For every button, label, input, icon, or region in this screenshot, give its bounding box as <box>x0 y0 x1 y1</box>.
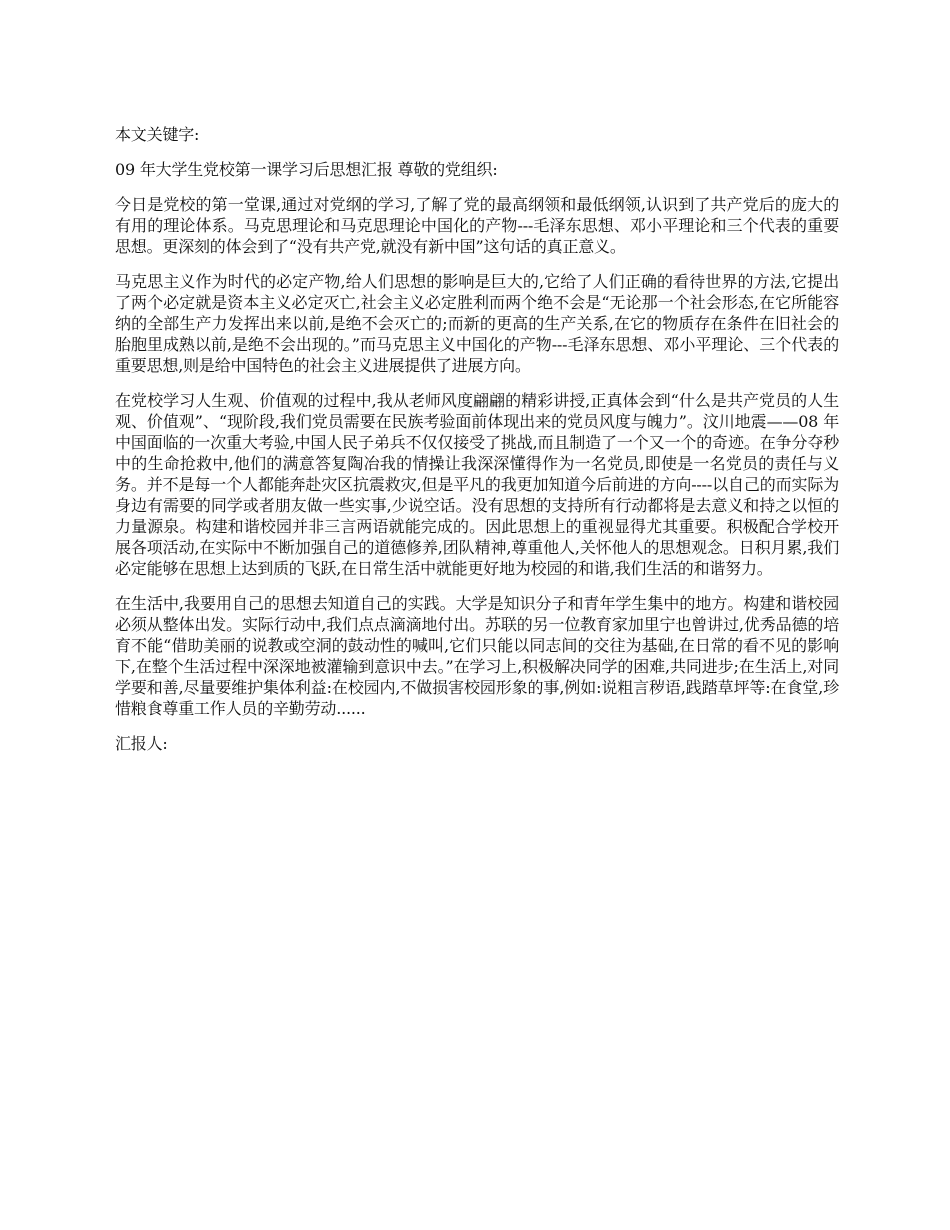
paragraph-3: 在党校学习人生观、价值观的过程中,我从老师风度翩翩的精彩讲授,正真体会到“什么是共产党员的人生观、价值观”、“现阶段,我们党员需要在民族考验面前体现出来的党员风度与魄力”。汶川地震——08 年中国面临的一次重大考验,中国人民子弟兵不仅仅接受了挑战,而且制造了一个又一个的奇迹。在争分夺秒中的生命抢救中,他们的满意答复陶冶我的情操让我深深懂得作为一名党员,即使是一名党员的责任与义务。并不是每一个人都能奔赴灾区抗震救灾,但是平凡的我更加知道今后前进的方向----以自己的而实际为身边有需要的同学或者朋友做一些实事,少说空话。没有思想的支持所有行动都将是去意义和持之以恒的力量源泉。构建和谐校园并非三言两语就能完成的。因此思想上的重视显得尤其重要。积极配合学校开展各项活动,在实际中不断加强自己的道德修养,团队精神,尊重他人,关怀他人的思想观念。日积月累,我们必定能够在思想上达到质的飞跃,在日常生活中就能更好地为校园的和谐,我们生活的和谐努力。 <box>115 391 839 578</box>
paragraph-2: 马克思主义作为时代的必定产物,给人们思想的影响是巨大的,它给了人们正确的看待世界的方法,它提出了两个必定就是资本主义必定灭亡,社会主义必定胜利而两个绝不会是“无论那一个社会形态,在它所能容纳的全部生产力发挥出来以前,是绝不会灭亡的;而新的更高的生产关系,在它的物质存在条件在旧社会的胎胞里成熟以前,是绝不会出现的。”而马克思主义中国化的产物---毛泽东思想、邓小平理论、三个代表的重要思想,则是给中国特色的社会主义进展提供了进展方向。 <box>115 272 839 375</box>
report-heading: 09 年大学生党校第一课学习后思想汇报 尊敬的党组织: <box>115 160 498 179</box>
paragraph-1: 今日是党校的第一堂课,通过对党纲的学习,了解了党的最高纲领和最低纲领,认识到了共产党后的庞大的有用的理论体系。马克思理论和马克思理论中国化的产物---毛泽东思想、邓小平理论和三个代表的重要思想。更深刻的体会到了“没有共产党,就没有新中国”这句话的真正意义。 <box>115 195 839 256</box>
signature-label: 汇报人: <box>115 734 168 753</box>
paragraph-4: 在生活中,我要用自己的思想去知道自己的实践。大学是知识分子和青年学生集中的地方。构建和谐校园必须从整体出发。实际行动中,我们点点滴滴地付出。苏联的另一位教育家加里宁也曾讲过,优秀品德的培育不能“借助美丽的说教或空洞的鼓动性的喊叫,它们只能以同志间的交往为基础,在日常的看不见的影响下,在整个生活过程中深深地被灌输到意识中去。”在学习上,积极解决同学的困难,共同进步;在生活上,对同学要和善,尽量要维护集体利益:在校园内,不做损害校园形象的事,例如:说粗言秽语,践踏草坪等:在食堂,珍惜粮食尊重工作人员的辛勤劳动...... <box>115 594 839 718</box>
document-body <box>115 124 839 768</box>
keywords-label: 本文关键字: <box>115 125 200 144</box>
